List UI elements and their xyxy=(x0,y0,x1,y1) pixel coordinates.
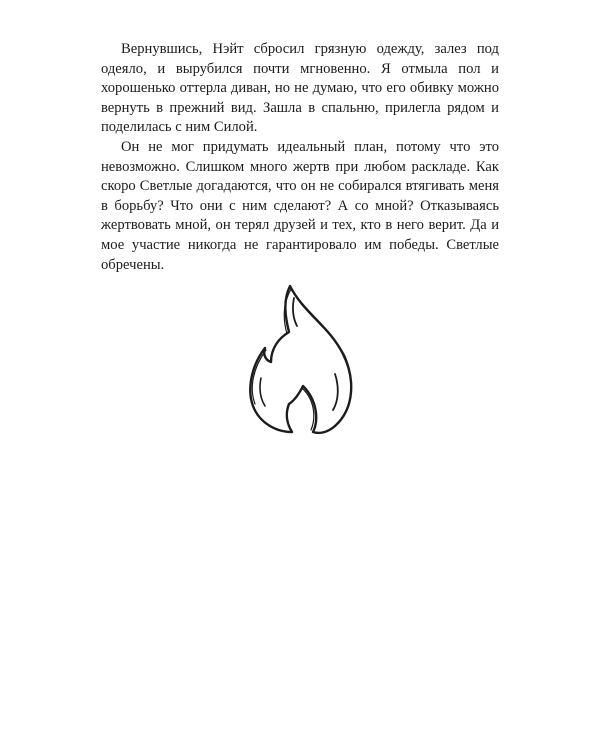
flame-icon xyxy=(245,282,363,442)
text-block xyxy=(101,40,499,275)
paragraph-1: Вернувшись, Нэйт сбросил грязную одежду, залез под одеяло, и вырубился почти мгновенно. Я отмыла пол и хорошенько оттерла диван, но не думаю, что его обивку можно вернуть в прежний вид. Зашла в спальню, прилегла рядом и поделилась с ним Силой. xyxy=(101,41,499,136)
paragraph-2: Он не мог придумать идеальный план, потому что это невозможно. Слишком много жертв при любом раскладе. Как скоро Светлые догадаются, что он не собирался втягивать меня в борьбу? Что они с ним сделают? А со мной? Отказываясь жертвовать мной, он терял друзей и тех, кто в него верит. Да и мое участие никогда не гарантировало им победы. Светлые обречены. xyxy=(101,138,499,273)
